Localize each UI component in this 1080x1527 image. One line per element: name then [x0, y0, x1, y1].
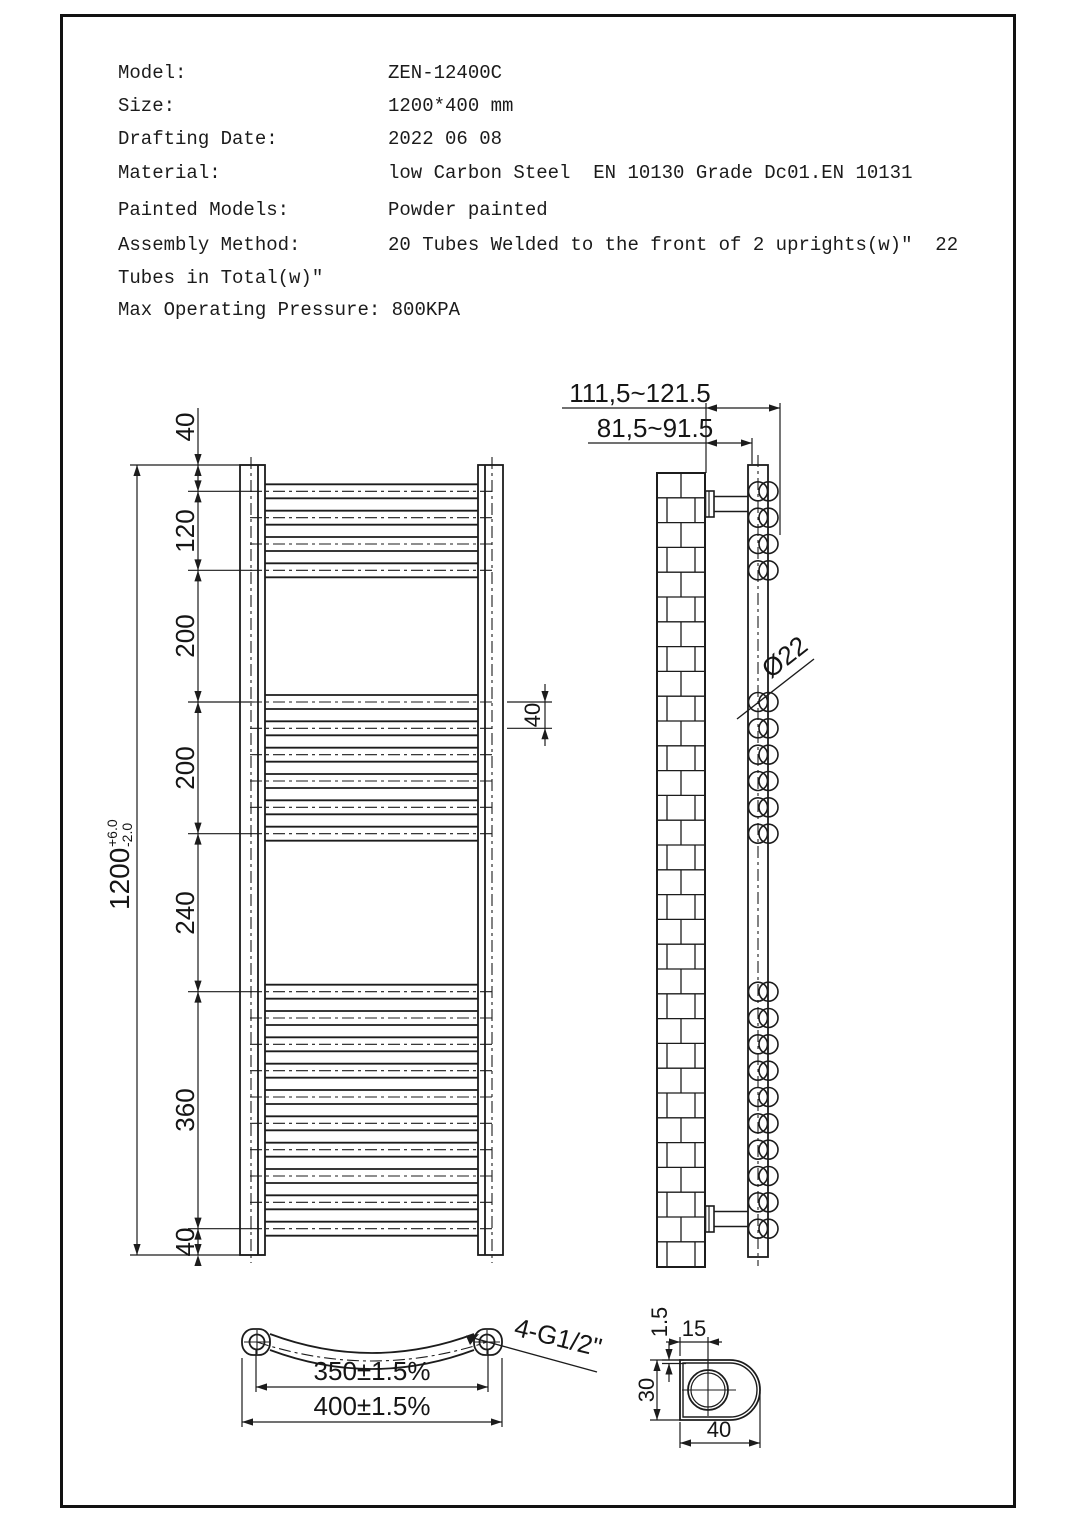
overall-value: 1200 — [104, 847, 135, 910]
size-label: Size: — [118, 95, 176, 117]
dim-top-gap: 40 — [170, 412, 200, 442]
front-left-upright — [240, 465, 265, 1255]
detail-view-dimensions — [650, 1337, 760, 1448]
dim-profile-depth: 30 — [634, 1377, 659, 1403]
dim-connections: 4-G1/2" — [511, 1311, 605, 1363]
wall-bracket-flange — [706, 1206, 715, 1232]
paint-label: Painted Models: — [118, 199, 290, 221]
bottom-view-dim-text — [314, 1312, 605, 1421]
front-right-upright — [478, 465, 503, 1255]
tol-minus: -2.0 — [119, 822, 135, 847]
wall-bracket-flange — [706, 491, 715, 517]
side-view-dim-text — [569, 378, 813, 684]
dim-wall-thickness: 1.5 — [647, 1306, 672, 1338]
dim-wall-to-tube: 111,5~121.5 — [569, 378, 711, 408]
assembly-label: Assembly Method: — [118, 234, 301, 256]
assembly-wrap-line: Tubes in Total(w)" — [118, 267, 324, 289]
dim-gap2: 240 — [170, 891, 200, 935]
dim-edge-to-hole: 15 — [681, 1316, 707, 1341]
dim-tube-diameter: Ø22 — [755, 629, 814, 684]
date-value: 2022 06 08 — [388, 128, 503, 150]
dim-group1: 120 — [170, 509, 200, 553]
dim-overall-width: 400±1.5% — [313, 1391, 431, 1421]
material-value: low Carbon Steel EN 10130 Grade Dc01.EN 10131 — [388, 162, 913, 184]
dim-profile-width: 40 — [706, 1417, 732, 1442]
bowed-tube-top-edge — [270, 1334, 474, 1353]
dim-wall-to-upright: 81,5~91.5 — [596, 413, 714, 443]
dim-hole-centres: 350±1.5% — [313, 1356, 431, 1386]
date-label: Drafting Date: — [118, 128, 278, 150]
tol-plus: +6.0 — [104, 819, 120, 847]
assembly-value: 20 Tubes Welded to the front of 2 uprights(w)" 22 — [388, 234, 959, 256]
dim-group3: 360 — [170, 1088, 200, 1132]
material-label: Material: — [118, 162, 221, 184]
dim-overall-height — [104, 819, 135, 910]
detail-view — [680, 1360, 760, 1420]
dim-bottom-gap: 40 — [170, 1227, 200, 1257]
paint-value: Powder painted — [388, 199, 548, 221]
model-value: ZEN-12400C — [388, 62, 503, 84]
dim-gap1: 200 — [170, 614, 200, 658]
max-pressure-line: Max Operating Pressure: 800KPA — [118, 299, 461, 321]
dim-pitch: 40 — [520, 702, 545, 728]
generated-geometry — [133, 404, 780, 1446]
model-label: Model: — [118, 62, 187, 84]
size-value: 1200*400 mm — [388, 95, 514, 117]
dim-group2: 200 — [170, 746, 200, 790]
